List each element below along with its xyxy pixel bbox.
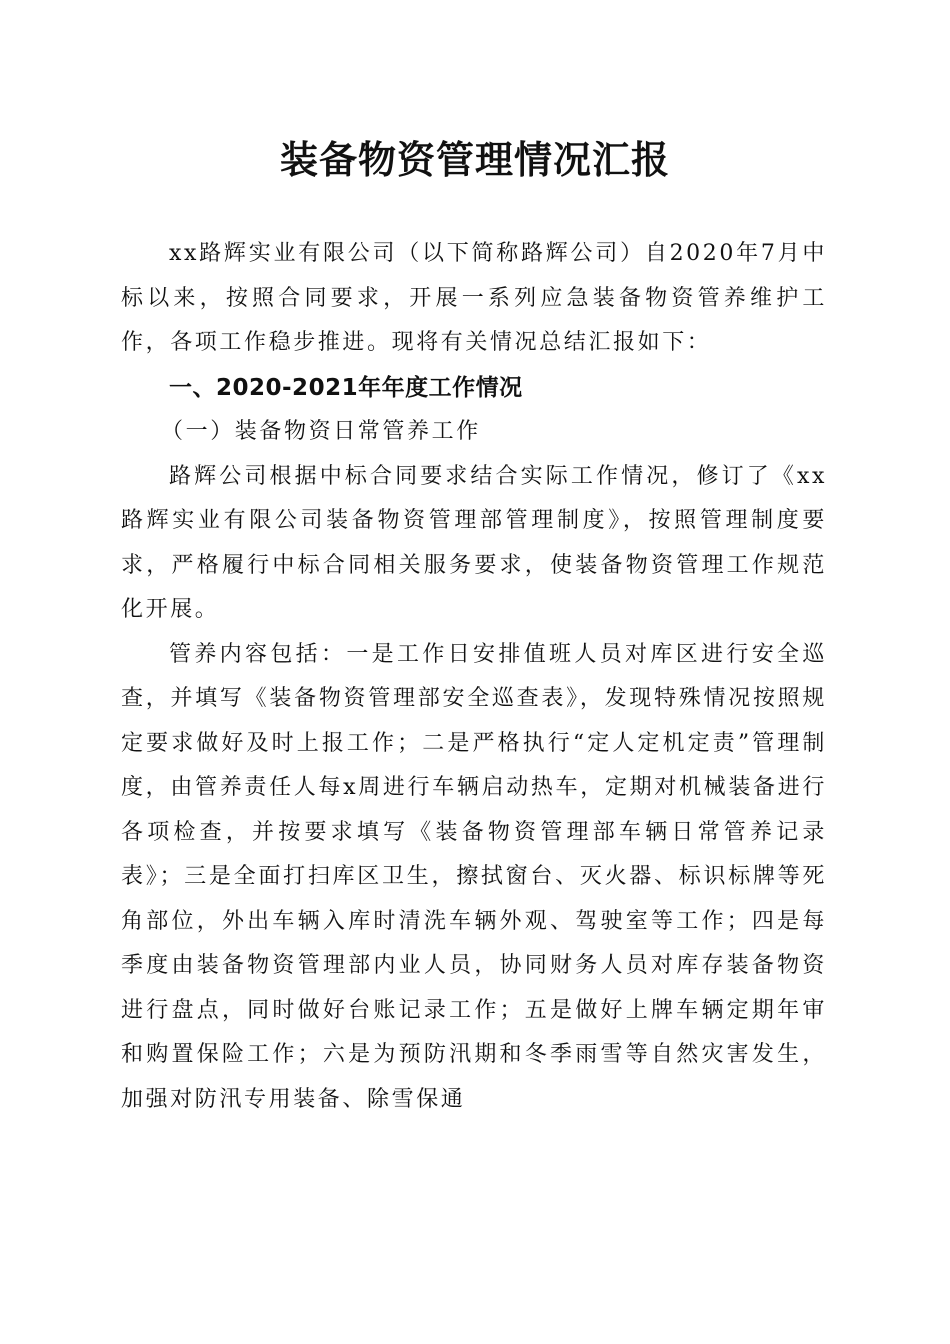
subsection-heading-1: （一）装备物资日常管养工作 bbox=[161, 419, 481, 444]
document-title: 装备物资管理情况汇报 bbox=[279, 137, 670, 182]
body-paragraph-1: 路辉公司根据中标合同要求结合实际工作情况，修订了《xx路辉实业有限公司装备物资管理部管理制度》，按照管理制度要求，严格履行中标合同相关服务要求，使装备物资管理工作规范化开展。 bbox=[121, 463, 827, 622]
document-body bbox=[121, 232, 827, 1122]
body-paragraph-2: 管养内容包括：一是工作日安排值班人员对库区进行安全巡查，并填写《装备物资管理部安全巡查表》，发现特殊情况按照规定要求做好及时上报工作；二是严格执行“定人定机定责”管理制度，由管养责任人每x周进行车辆启动热车，定期对机械装备进行各项检查，并按要求填写《装备物资管理部车辆日常管养记录表》；三是全面打扫库区卫生，擦拭窗台、灭火器、标识标牌等死角部位，外出车辆入库时清洗车辆外观、驾驶室等工作；四是每季度由装备物资管理部内业人员，协同财务人员对库存装备物资进行盘点，同时做好台账记录工作；五是做好上牌车辆定期年审和购置保险工作；六是为预防汛期和冬季雨雪等自然灾害发生，加强对防汛专用装备、除雪保通 bbox=[121, 641, 827, 1112]
section-heading-1: 一、2020-2021年年度工作情况 bbox=[169, 374, 523, 401]
intro-paragraph: xx路辉实业有限公司（以下简称路辉公司）自2020年7月中标以来，按照合同要求，开展一系列应急装备物资管养维护工作，各项工作稳步推进。现将有关情况总结汇报如下： bbox=[121, 241, 827, 355]
